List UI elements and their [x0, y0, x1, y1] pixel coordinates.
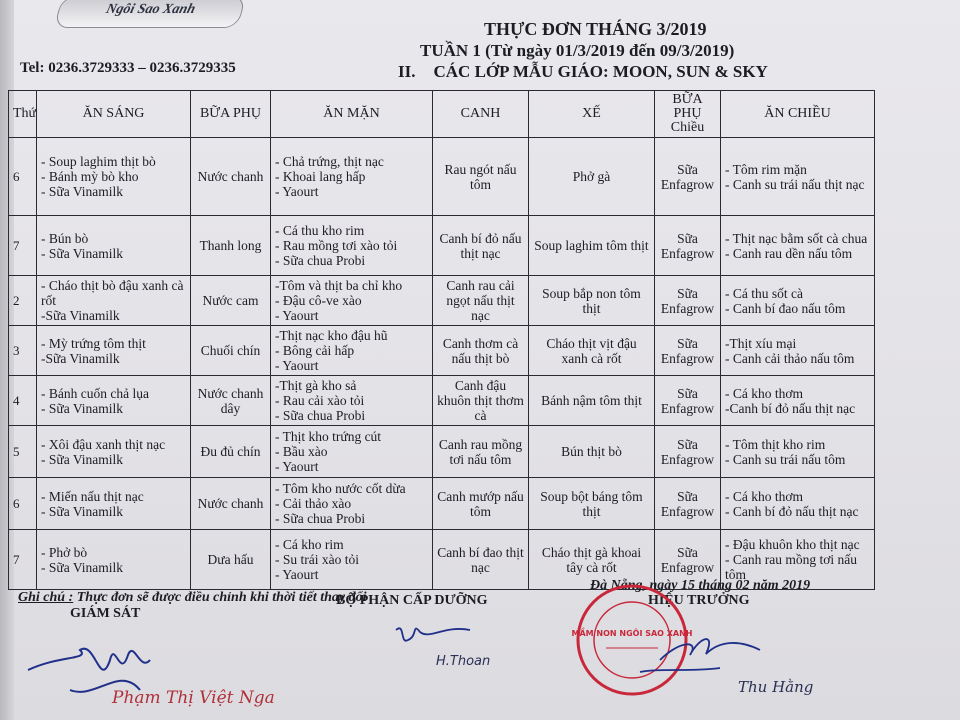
- snack-cell: Chuối chín: [191, 326, 271, 376]
- snack-cell: Dưa hấu: [191, 530, 271, 590]
- list-item: -Canh bí đỏ nấu thịt nạc: [725, 400, 856, 416]
- list-item: - Rau cải xào tỏi: [275, 393, 365, 408]
- col-afternoon-header: XẾ: [529, 91, 655, 138]
- afternoon-snack-cell: Sữa Enfagrow: [655, 478, 721, 530]
- afternoon-cell: Soup bắp non tôm thịt: [529, 276, 655, 326]
- day-cell: 7: [9, 216, 37, 276]
- kitchen-signature: [396, 628, 470, 640]
- list-item: - Cá thu sốt cà: [725, 285, 803, 301]
- afternoon-cell: Bún thịt bò: [529, 426, 655, 478]
- soup-cell: Canh bí đao thịt nạc: [433, 530, 529, 590]
- soup-cell: Canh rau cải ngọt nấu thịt nạc: [433, 276, 529, 326]
- list-item: -Thịt xíu mại: [725, 335, 797, 351]
- list-item: - Bầu xào: [275, 444, 328, 459]
- afternoon-snack-cell: Sữa Enfagrow: [655, 138, 721, 216]
- list-item: - Rau mồng tơi xào tỏi: [275, 238, 398, 253]
- list-item: - Sữa chua Probi: [275, 253, 366, 268]
- col-snack-header: BỮA PHỤ: [191, 91, 271, 138]
- list-item: - Bông cải hấp: [275, 343, 355, 358]
- list-item: - Yaourt: [275, 308, 319, 323]
- list-item: - Tôm rim mặn: [725, 161, 807, 177]
- list-item: - Cá kho rim: [275, 537, 344, 552]
- list-item: - Tôm thịt kho rim: [725, 436, 826, 452]
- list-item: - Sữa Vinamilk: [41, 400, 124, 416]
- list-item: - Canh cải thảo nấu tôm: [725, 350, 855, 366]
- school-logo: Ngôi Sao Xanh: [54, 0, 247, 28]
- list-item: - Phở bò: [41, 544, 88, 560]
- list-item: - Cháo thịt bò đậu xanh cà rốt: [41, 278, 184, 308]
- list-item: - Soup laghim thịt bò: [41, 154, 156, 169]
- day-cell: 6: [9, 138, 37, 216]
- list-item: - Sữa Vinamilk: [41, 503, 124, 519]
- day-cell: 7: [9, 530, 37, 590]
- col-breakfast-header: ĂN SÁNG: [37, 91, 191, 138]
- list-item: - Sữa Vinamilk: [41, 451, 124, 467]
- list-item: - Canh bí đao nấu tôm: [725, 300, 846, 316]
- principal-title: HIỆU TRƯỞNG: [648, 593, 750, 608]
- soup-cell: Canh thơm cà nấu thịt bò: [433, 326, 529, 376]
- afternoon-cell: Phở gà: [529, 138, 655, 216]
- col-day-header: Thứ: [9, 91, 37, 138]
- list-item: - Đậu khuôn kho thịt nạc: [725, 537, 860, 552]
- afternoon-cell: Cháo thịt vịt đậu xanh cà rốt: [529, 326, 655, 376]
- list-item: - Sữa Vinamilk: [41, 184, 124, 199]
- stamp-text: MẦM NON NGÔI SAO XANH: [571, 629, 693, 638]
- list-item: - Khoai lang hấp: [275, 169, 366, 184]
- kitchen-title: BỘ PHẬN CẤP DƯỠNG: [336, 593, 488, 608]
- list-item: - Yaourt: [275, 184, 319, 199]
- phone-line: Tel: 0236.3729333 – 0236.3729335: [20, 60, 236, 76]
- kitchen-name: H.Thoan: [436, 654, 491, 669]
- afternoon-snack-cell: Sữa Enfagrow: [655, 276, 721, 326]
- list-item: - Yaourt: [275, 358, 319, 373]
- list-item: -Sữa Vinamilk: [41, 308, 120, 323]
- list-item: -Thịt nạc kho đậu hũ: [275, 328, 388, 343]
- list-item: - Cá thu kho rim: [275, 223, 365, 238]
- section-heading: II. CÁC LỚP MẪU GIÁO: MOON, SUN & SKY: [398, 62, 768, 81]
- list-item: - Sữa Vinamilk: [41, 559, 124, 575]
- soup-cell: Canh rau mồng tơi nấu tôm: [433, 426, 529, 478]
- list-item: - Tôm kho nước cốt dừa: [275, 481, 406, 496]
- afternoon-snack-cell: Sữa Enfagrow: [655, 216, 721, 276]
- list-item: - Sữa chua Probi: [275, 408, 366, 423]
- list-item: - Sữa Vinamilk: [41, 245, 124, 261]
- day-cell: 3: [9, 326, 37, 376]
- col-dinner-header: ĂN CHIỀU: [721, 91, 875, 138]
- list-item: - Chả trứng, thịt nạc: [275, 154, 384, 169]
- afternoon-cell: Cháo thịt gà khoai tây cà rốt: [529, 530, 655, 590]
- list-item: - Canh su trái nấu thịt nạc: [725, 176, 865, 192]
- list-item: - Canh rau dền nấu tôm: [725, 245, 853, 261]
- day-cell: 5: [9, 426, 37, 478]
- list-item: - Cải thảo xào: [275, 496, 352, 511]
- afternoon-snack-cell: Sữa Enfagrow: [655, 426, 721, 478]
- list-item: - Thịt nạc bằm sốt cà chua: [725, 230, 868, 246]
- soup-cell: Canh mướp nấu tôm: [433, 478, 529, 530]
- list-item: - Xôi đậu xanh thịt nạc: [41, 436, 166, 452]
- list-item: - Sữa chua Probi: [275, 511, 366, 526]
- list-item: - Bánh cuốn chả lụa: [41, 385, 149, 401]
- afternoon-snack-cell: Sữa Enfagrow: [655, 376, 721, 426]
- col-soup-header: CANH: [433, 91, 529, 138]
- list-item: -Sữa Vinamilk: [41, 350, 120, 366]
- afternoon-snack-cell: Sữa Enfagrow: [655, 326, 721, 376]
- week-range: TUẦN 1 (Từ ngày 01/3/2019 đến 09/3/2019): [420, 41, 735, 60]
- supervisor-name: Phạm Thị Việt Nga: [112, 688, 275, 708]
- list-item: - Canh rau mồng tơi nấu tôm: [725, 552, 857, 582]
- afternoon-snack-cell: Sữa Enfagrow: [655, 530, 721, 590]
- afternoon-cell: Bánh nậm tôm thịt: [529, 376, 655, 426]
- footnote: Ghi chú : Thực đơn sẽ được điều chỉnh khi thời tiết thay đổi: [18, 590, 367, 605]
- principal-name: Thu Hằng: [738, 678, 814, 696]
- list-item: - Đậu cô-ve xào: [275, 293, 362, 308]
- soup-cell: Canh bí đỏ nấu thịt nạc: [433, 216, 529, 276]
- list-item: - Bánh mỳ bò kho: [41, 169, 139, 184]
- list-item: - Canh bí đỏ nấu thịt nạc: [725, 503, 859, 519]
- afternoon-cell: Soup laghim tôm thịt: [529, 216, 655, 276]
- supervisor-signature: [28, 649, 150, 692]
- list-item: - Thịt kho trứng cút: [275, 429, 382, 444]
- issue-date: Đà Nẵng, ngày 15 tháng 02 năm 2019: [590, 578, 811, 593]
- soup-cell: Rau ngót nấu tôm: [433, 138, 529, 216]
- snack-cell: Nước chanh dây: [191, 376, 271, 426]
- snack-cell: Đu đủ chín: [191, 426, 271, 478]
- col-afternoon-snack-header: BỮA PHỤ Chiều: [655, 91, 721, 138]
- list-item: - Mỳ trứng tôm thịt: [41, 335, 146, 351]
- soup-cell: Canh đậu khuôn thịt thơm cà: [433, 376, 529, 426]
- list-item: - Bún bò: [41, 230, 89, 246]
- day-cell: 6: [9, 478, 37, 530]
- list-item: - Yaourt: [275, 567, 319, 582]
- day-cell: 4: [9, 376, 37, 426]
- list-item: - Miến nấu thịt nạc: [41, 488, 144, 504]
- list-item: - Canh su trái nấu tôm: [725, 451, 846, 467]
- supervisor-title: GIÁM SÁT: [70, 606, 141, 621]
- list-item: - Cá kho thơm: [725, 488, 804, 504]
- afternoon-cell: Soup bột báng tôm thịt: [529, 478, 655, 530]
- school-stamp: [572, 586, 693, 694]
- snack-cell: Nước chanh: [191, 478, 271, 530]
- list-item: - Yaourt: [275, 459, 319, 474]
- list-item: -Thịt gà kho sả: [275, 378, 357, 393]
- snack-cell: Nước cam: [191, 276, 271, 326]
- snack-cell: Thanh long: [191, 216, 271, 276]
- list-item: -Tôm và thịt ba chỉ kho: [275, 278, 403, 293]
- list-item: - Su trái xào tỏi: [275, 552, 359, 567]
- list-item: - Cá kho thơm: [725, 385, 804, 401]
- col-main-header: ĂN MẶN: [271, 91, 433, 138]
- day-cell: 2: [9, 276, 37, 326]
- snack-cell: Nước chanh: [191, 138, 271, 216]
- menu-title: THỰC ĐƠN THÁNG 3/2019: [484, 19, 707, 39]
